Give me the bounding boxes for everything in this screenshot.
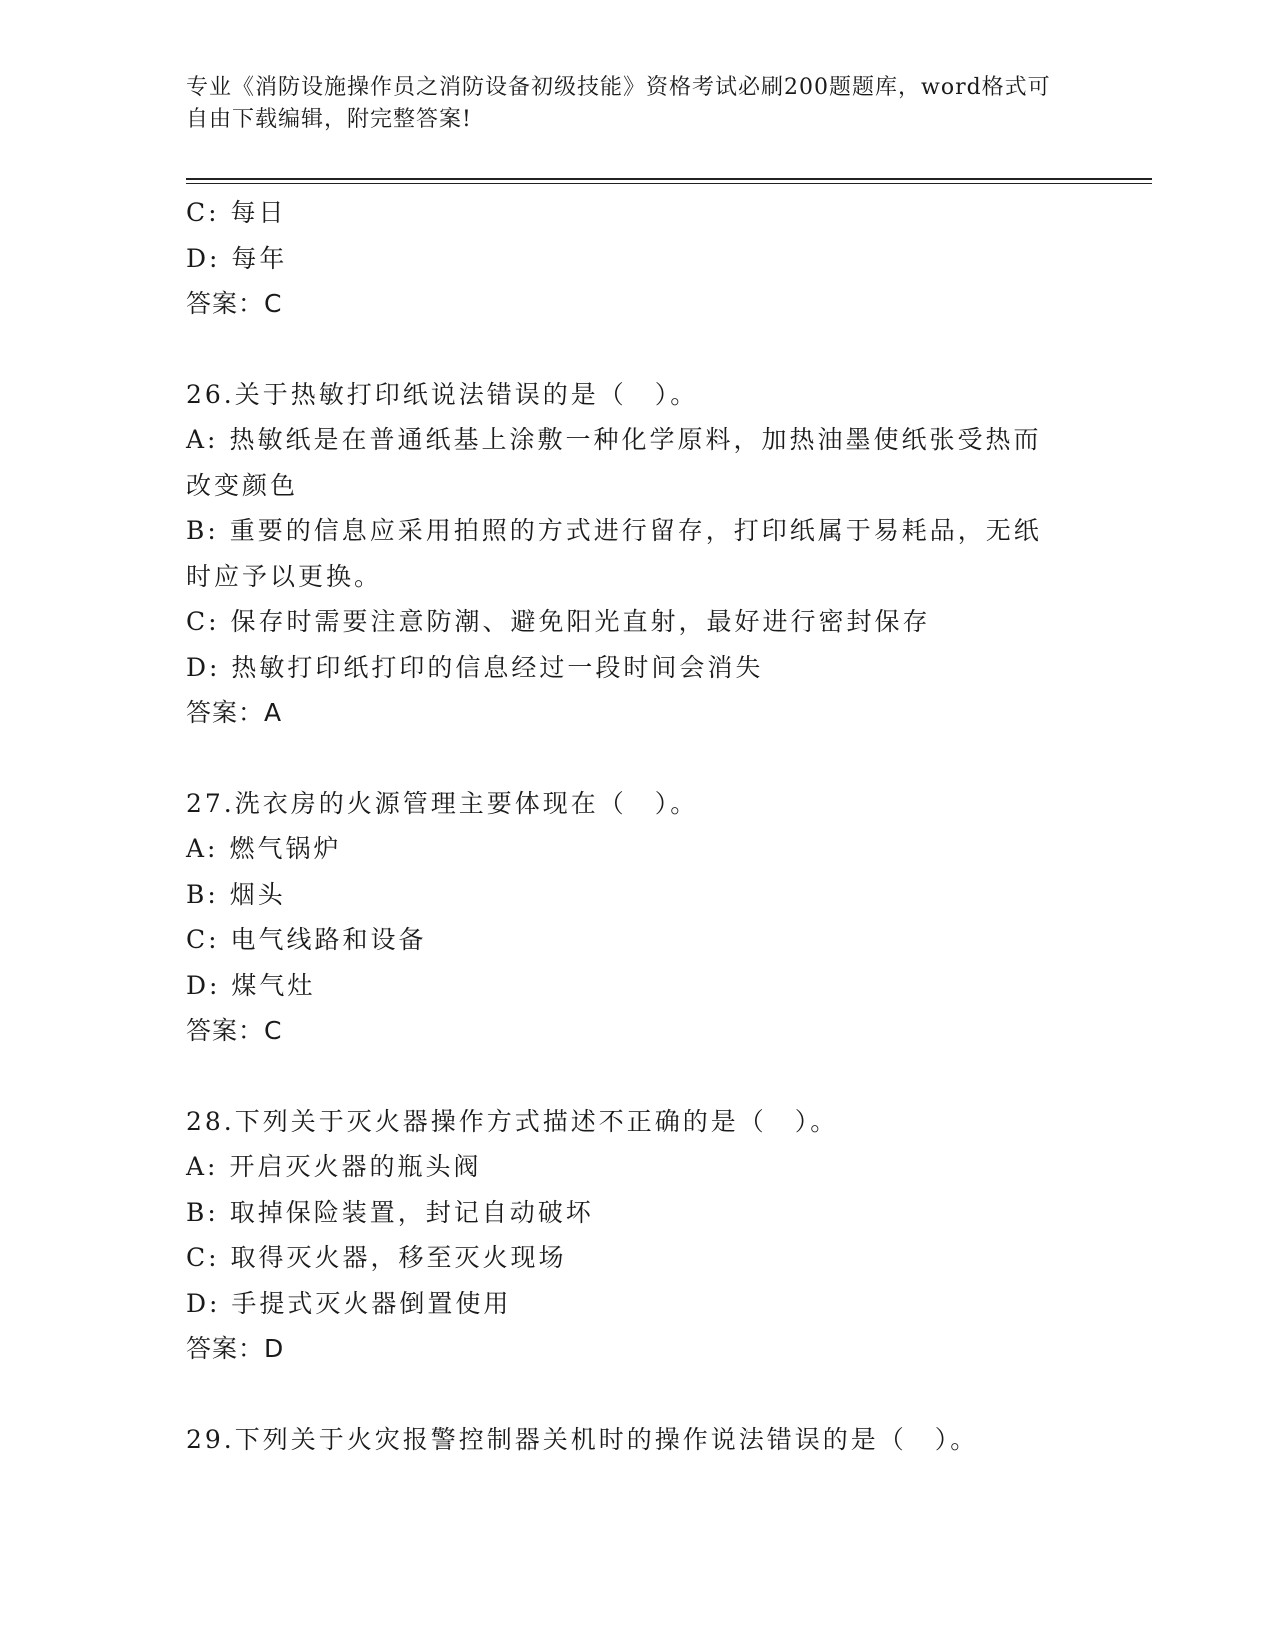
question-stem: 28.下列关于灭火器操作方式描述不正确的是（ ）。: [186, 1106, 839, 1136]
option-b: B: 烟头: [186, 879, 286, 909]
question-stem: 27.洗衣房的火源管理主要体现在（ ）。: [186, 788, 699, 818]
option-b: B: 取掉保险装置，封记自动破坏: [186, 1197, 594, 1227]
option-c: C: 保存时需要注意防潮、避免阳光直射，最好进行密封保存: [186, 607, 931, 636]
question-stem: 29.下列关于火灾报警控制器关机时的操作说法错误的是（ ）。: [186, 1424, 979, 1454]
question-content: [186, 190, 1086, 1462]
option-a-continued: 改变颜色: [186, 470, 299, 500]
header-divider-thin: [186, 183, 1152, 184]
header-divider: [186, 178, 1152, 180]
option-b-continued: 时应予以更换。: [186, 561, 383, 591]
option-b: B: 重要的信息应采用拍照的方式进行留存，打印纸属于易耗品，无纸: [186, 516, 1042, 545]
option-a: A: 热敏纸是在普通纸基上涂敷一种化学原料，加热油墨使纸张受热而: [186, 425, 1042, 454]
option-d: D: 每年: [186, 243, 288, 273]
option-a: A: 开启灭火器的瓶头阀: [186, 1152, 482, 1181]
option-c: C: 取得灭火器，移至灭火现场: [186, 1243, 567, 1272]
option-d: D: 热敏打印纸打印的信息经过一段时间会消失: [186, 652, 764, 682]
option-d: D: 手提式灭火器倒置使用: [186, 1288, 512, 1318]
page-header: 专业《消防设施操作员之消防设备初级技能》资格考试必刷200题题库，word格式可自由下载编辑，附完整答案!: [186, 75, 1051, 132]
option-d: D: 煤气灶: [186, 970, 316, 1000]
option-c: C: 电气线路和设备: [186, 925, 427, 954]
answer-line: 答案：D: [186, 1334, 285, 1363]
option-c: C: 每日: [186, 198, 287, 227]
answer-line: 答案：C: [186, 289, 283, 318]
question-stem: 26.关于热敏打印纸说法错误的是（ ）。: [186, 379, 699, 409]
option-a: A: 燃气锅炉: [186, 834, 342, 863]
answer-line: 答案：A: [186, 698, 283, 727]
answer-line: 答案：C: [186, 1016, 283, 1045]
